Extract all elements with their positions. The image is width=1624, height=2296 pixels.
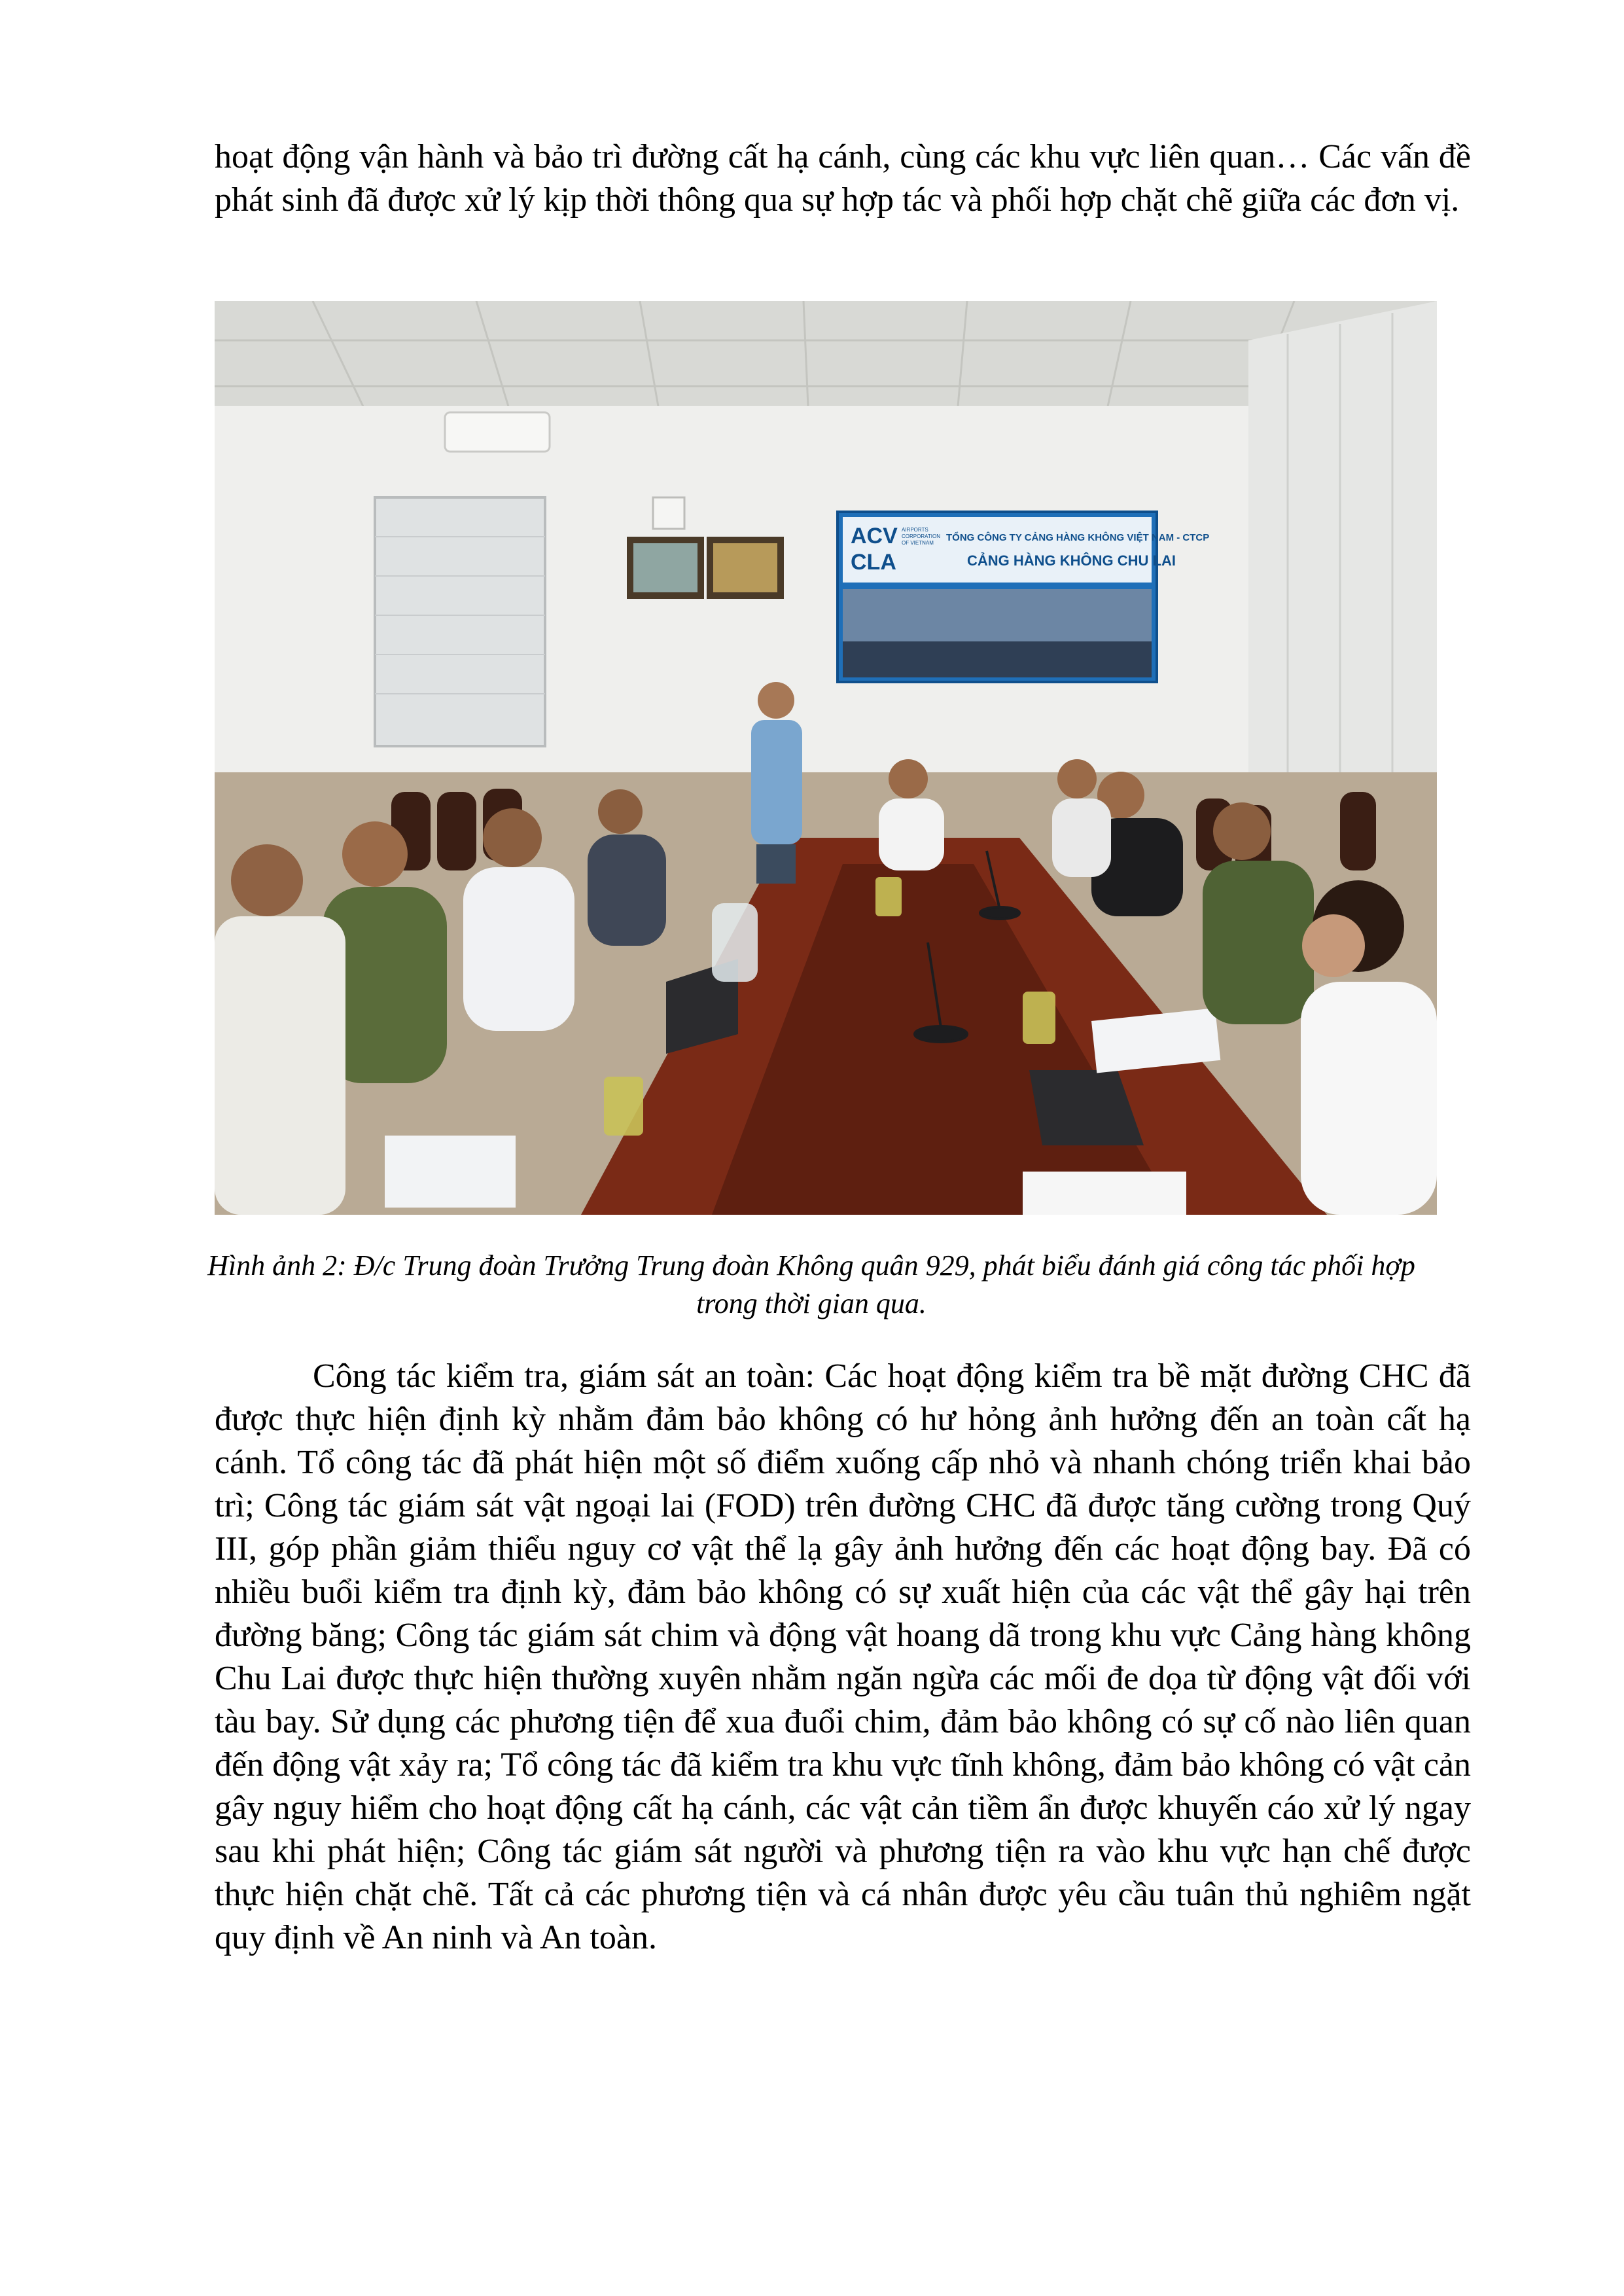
banner-title-line1: TỔNG CÔNG TY CẢNG HÀNG KHÔNG VIỆT NAM - CTCP [946,532,1210,543]
banner-title-line2: CẢNG HÀNG KHÔNG CHU LAI [967,552,1176,569]
banner-small-text-2: CORPORATION [902,533,940,539]
banner-logo-cla: CLA [851,550,896,575]
banner-small-text-3: OF VIETNAM [902,540,934,546]
banner-small-text-1: AIRPORTS [902,527,928,533]
acv-banner [838,512,1209,682]
water-jug [712,903,758,982]
meeting-photo-illustration [215,301,1437,1215]
meeting-photo [215,301,1437,1215]
paragraph-safety-inspection: Công tác kiểm tra, giám sát an toàn: Các hoạt động kiểm tra bề mặt đường CHC đã được thực hiện định kỳ nhằm đảm bảo không có hư hỏng ảnh hưởng đến an toàn cất hạ cánh. Tổ công tác đã phát hiện một số điểm xuống cấp nhỏ và nhanh chóng triển khai bảo trì; Công tác giám sát vật ngoại lai (FOD) trên đường CHC đã được tăng cường trong Quý III, góp phần giảm thiểu nguy cơ vật thể lạ gây ảnh hưởng đến các hoạt động bay. Đã có nhiều buổi kiểm tra định kỳ, đảm bảo không có sự xuất hiện của các vật thể gây hại trên đường băng; Công tác giám sát chim và động vật hoang dã trong khu vực Cảng hàng không Chu Lai được thực hiện thường xuyên nhằm ngăn ngừa các mối đe dọa từ động vật đối với tàu bay. Sử dụng các phương tiện để xua đuổi chim, đảm bảo không có sự cố nào liên quan đến động vật xảy ra; Tổ công tác đã kiểm tra khu vực tĩnh không, đảm bảo không có vật cản gây nguy hiểm cho hoạt động cất hạ cánh, các vật cản tiềm ẩn được khuyến cáo xử lý ngay sau khi phát hiện; Công tác giám sát người và phương tiện ra vào khu vực hạn chế được thực hiện chặt chẽ. Tất cả các phương tiện và cá nhân được yêu cầu tuân thủ nghiêm ngặt quy định về An ninh và An toàn. [215,1357,1471,1956]
window-blinds [375,497,545,746]
paragraph-continuation: hoạt động vận hành và bảo trì đường cất hạ cánh, cùng các khu vực liên quan… Các vấn đề phát sinh đã được xử lý kịp thời thông qua sự hợp tác và phối hợp chặt chẽ giữa các đơn vị. [215,138,1471,219]
banner-logo-acv: ACV [851,524,898,548]
air-conditioner [445,412,550,452]
photo-caption: Hình ảnh 2: Đ/c Trung đoàn Trưởng Trung đoàn Không quân 929, phát biểu đánh giá công tác phối hợp trong thời gian qua. [207,1249,1415,1319]
tea-glass [604,1077,643,1136]
